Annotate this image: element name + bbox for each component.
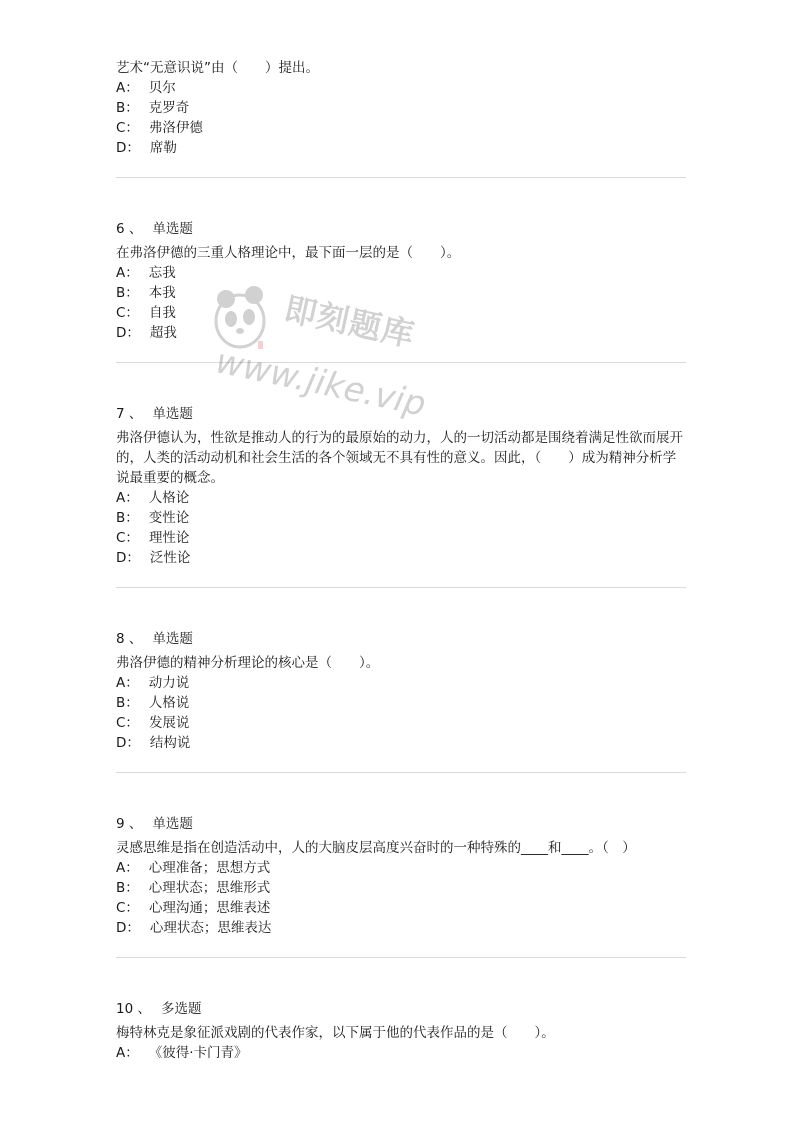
option-letter: B： [116,695,139,711]
option-text: 动力说 [148,675,190,691]
option-a[interactable] [116,1043,686,1063]
question-number: 8 、 [116,631,143,647]
option-b[interactable] [116,283,686,303]
option-text: 心理沟通；思维表述 [148,900,271,916]
option-letter: C： [116,900,139,916]
option-c[interactable] [116,528,686,548]
option-letter: D： [116,920,140,936]
option-text: 泛性论 [149,550,191,566]
question-number: 9 、 [116,816,143,832]
watermark-url: www.jike.vip [212,341,430,425]
option-letter: C： [116,715,139,731]
option-b[interactable] [116,98,686,118]
option-text: 变性论 [148,510,190,526]
option-letter: A： [116,860,139,876]
question-header [116,404,686,424]
question-6 [116,219,686,343]
option-letter: C： [116,305,139,321]
option-letter: A： [116,265,139,281]
option-d[interactable] [116,138,686,158]
question-text: 灵感思维是指在创造活动中，人的大脑皮层高度兴奋时的一种特殊的____和____。（ ） [116,840,636,856]
option-b[interactable] [116,508,686,528]
option-c[interactable] [116,303,686,323]
option-a[interactable] [116,488,686,508]
question-text: 梅特林克是象征派戏剧的代表作家，以下属于他的代表作品的是（ ）。 [116,1025,555,1041]
divider [116,587,686,588]
question-header [116,999,686,1019]
question-type: 单选题 [152,221,193,237]
option-text: 席勒 [149,140,177,156]
option-letter: D： [116,325,140,341]
option-text: 忘我 [148,265,176,281]
question-type: 单选题 [152,816,193,832]
question-type: 单选题 [152,631,193,647]
question-number: 7 、 [116,406,143,422]
option-text: 人格说 [148,695,190,711]
divider [116,957,686,958]
question-number: 10 、 [116,1001,151,1017]
option-letter: C： [116,530,139,546]
option-text: 结构说 [149,735,191,751]
option-d[interactable] [116,548,686,568]
option-letter: B： [116,100,139,116]
option-a[interactable] [116,78,686,98]
question-10 [116,999,686,1063]
divider [116,177,686,178]
question-5 [116,58,686,158]
option-letter: D： [116,550,140,566]
option-a[interactable] [116,263,686,283]
question-type: 多选题 [160,1001,202,1017]
option-c[interactable] [116,713,686,733]
option-text: 人格论 [148,490,190,506]
option-letter: D： [116,735,140,751]
question-header [116,629,686,649]
watermark-brand: 即刻题库 [281,289,419,355]
option-c[interactable] [116,118,686,138]
option-letter: A： [116,490,139,506]
question-9 [116,814,686,938]
question-8 [116,629,686,753]
divider [116,772,686,773]
option-letter: B： [116,880,139,896]
option-text: 发展说 [148,715,190,731]
option-text: 心理状态；思维表达 [149,920,272,936]
option-d[interactable] [116,323,686,343]
option-letter: D： [116,140,140,156]
option-text: 自我 [148,305,176,321]
option-d[interactable] [116,918,686,938]
option-letter: B： [116,510,139,526]
divider [116,362,686,363]
option-b[interactable] [116,878,686,898]
option-text: 心理准备；思想方式 [148,860,271,876]
option-text: 本我 [148,285,176,301]
option-text: 《彼得·卡门青》 [148,1045,248,1061]
option-text: 心理状态；思维形式 [148,880,271,896]
question-text: 弗洛伊德的精神分析理论的核心是（ ）。 [116,655,380,671]
option-a[interactable] [116,858,686,878]
question-number: 6 、 [116,221,143,237]
option-text: 贝尔 [148,80,176,96]
question-page [116,58,686,1063]
question-text: 在弗洛伊德的三重人格理论中，最下面一层的是（ ）。 [116,245,461,261]
option-text: 弗洛伊德 [148,120,203,136]
option-letter: A： [116,80,139,96]
question-header [116,814,686,834]
option-text: 理性论 [148,530,190,546]
option-c[interactable] [116,898,686,918]
question-7 [116,404,686,568]
option-letter: A： [116,1045,139,1061]
option-text: 克罗奇 [148,100,190,116]
option-b[interactable] [116,693,686,713]
question-type: 单选题 [152,406,193,422]
question-text: 艺术“无意识说”由（ ）提出。 [116,60,319,76]
option-letter: C： [116,120,139,136]
question-header [116,219,686,239]
option-d[interactable] [116,733,686,753]
question-text: 弗洛伊德认为，性欲是推动人的行为的最原始的动力，人的一切活动都是围绕着满足性欲而展开的，人类的活动动机和社会生活的各个领域无不具有性的意义。因此，（ ）成为精神分析学说最重要的概念。 [116,430,683,486]
option-letter: A： [116,675,139,691]
option-letter: B： [116,285,139,301]
option-a[interactable] [116,673,686,693]
option-text: 超我 [149,325,177,341]
